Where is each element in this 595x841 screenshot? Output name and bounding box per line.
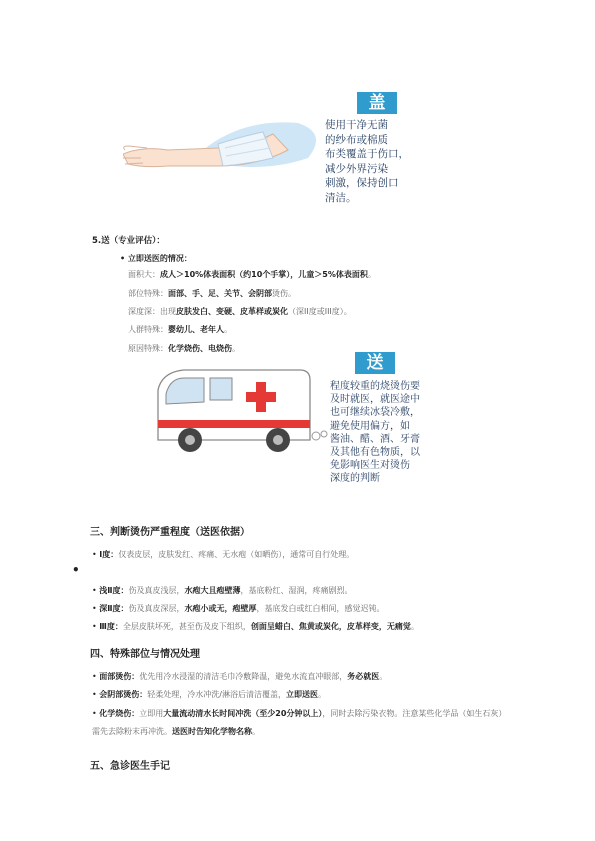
section4-item (92, 689, 326, 700)
send-note-line: 深度的判断 (330, 473, 380, 485)
section3-heading: 三、判断烫伤严重程度（送医依据） (90, 527, 250, 538)
item-text: 伤及真皮深层， (128, 604, 185, 613)
item-label: Ⅲ度： (99, 622, 123, 631)
cover-note-line: 清洁。 (325, 191, 357, 204)
send-note-line: 及其他有色物质，以 (330, 447, 420, 459)
item-emphasis: 送医时告知化学物名称 (172, 727, 252, 736)
row-tail: （深II度或III度）。 (288, 307, 352, 316)
stray-bullet: • (72, 563, 80, 577)
section5-row (128, 288, 296, 299)
section5-sub-text: 立即送医的情况： (127, 254, 192, 263)
section4-heading: 四、特殊部位与情况处理 (90, 649, 200, 660)
row-tail: 。 (224, 325, 232, 334)
send-note-line: 酱油、醋、酒、牙膏 (330, 433, 420, 445)
cover-note-line: 减少外界污染 (325, 162, 388, 175)
send-note-line: 避免使用偏方，如 (330, 420, 410, 432)
item-label: 浅Ⅱ度： (99, 586, 129, 595)
send-note-line: 及时就医，就医途中 (330, 394, 420, 406)
item-text: 优先用冷水浸湿的清洁毛巾冷敷降温，避免水流直冲眼部， (139, 672, 348, 681)
item-emphasis: 创面呈蜡白、焦黄或炭化，皮革样变，无痛觉 (250, 622, 411, 631)
bullet-dot: • (92, 586, 100, 595)
cover-note (325, 118, 409, 205)
row-key: 部位特殊： (128, 289, 168, 298)
row-tail: 。 (367, 270, 376, 279)
item-text: 立即用 (139, 709, 164, 718)
row-key: 原因特殊： (128, 344, 168, 353)
item-emphasis: 务必就医 (347, 672, 380, 681)
send-note-line: 免影响医生对烫伤 (330, 460, 410, 472)
section5-row (128, 269, 376, 280)
item-label: 化学烧伤： (99, 709, 140, 718)
bullet-dot: • (92, 550, 100, 559)
section5-subheading (120, 253, 192, 264)
row-tail: 烫伤。 (272, 289, 296, 298)
row-bold: 皮肤发白、变硬、皮革样或炭化 (176, 307, 288, 316)
cover-note-line: 刺激，保持创口 (325, 177, 399, 189)
section4-item (92, 705, 507, 741)
section5b-heading: 五、急诊医生手记 (90, 761, 170, 772)
section5-heading: 5.送（专业评估）： (92, 236, 165, 246)
send-note (330, 380, 420, 486)
item-text: 。 (317, 690, 326, 699)
send-badge: 送 (355, 352, 395, 374)
item-emphasis: 水疱小或无，疱壁厚 (184, 604, 257, 613)
row-bold: 成人＞10%体表面积（约10个手掌），儿童＞5%体表面积 (160, 270, 368, 279)
cover-note-line: 布类覆盖于伤口， (325, 148, 409, 160)
item-emphasis: 水疱大且疱壁薄 (184, 586, 241, 595)
row-bold: 婴幼儿、老年人 (168, 325, 224, 334)
section3-item (92, 549, 354, 560)
send-note-line: 程度较重的烧烫伤要 (330, 381, 420, 392)
ambulance-illustration (150, 350, 330, 465)
item-text: 伤及真皮浅层， (128, 586, 185, 595)
item-text: ，基底粉红、湿润，疼痛剧烈。 (240, 586, 353, 595)
bullet-dot: • (92, 690, 100, 699)
item-text: 全层皮肤坏死，甚至伤及皮下组织， (122, 622, 251, 631)
item-text: 。 (252, 727, 260, 736)
item-text: 轻柔处理，冷水冲洗/淋浴后清洁覆盖， (147, 690, 286, 699)
bullet-dot: • (120, 254, 126, 263)
item-text: 。 (379, 672, 388, 681)
item-emphasis: 立即送医 (285, 690, 318, 699)
item-text: ，基底发白或红白相间，感觉迟钝。 (256, 604, 385, 613)
cover-note-line: 使用干净无菌 (325, 119, 388, 131)
item-text: ，同时去除污染衣物。注意某些化学品（如生石灰）需先去除粉末再冲洗。 (92, 709, 507, 736)
row-key: 深度深：出现 (128, 307, 176, 316)
row-key: 人群特殊： (128, 325, 168, 334)
item-label: Ⅰ度： (99, 550, 119, 559)
send-note-line: 也可继续冰袋冷敷， (330, 407, 420, 419)
cover-note-line: 的纱布或棉质 (325, 133, 388, 146)
bullet-dot: • (92, 709, 100, 718)
bullet-dot: • (92, 604, 100, 613)
item-label: 会阴部烫伤： (99, 690, 148, 699)
bullet-dot: • (92, 672, 100, 681)
item-emphasis: 大量流动清水长时间冲洗（至少20分钟以上） (163, 709, 323, 718)
row-bold: 化学烧伤、电烧伤 (168, 344, 232, 353)
ambulance-icon (150, 350, 330, 465)
item-label: 深Ⅱ度： (99, 604, 129, 613)
section3-item (92, 603, 385, 614)
item-text: 。 (410, 622, 419, 631)
section5-row (128, 306, 352, 317)
section3-item (92, 621, 419, 632)
row-key: 面积大： (128, 270, 160, 279)
row-bold: 面部、手、足、关节、会阴部 (168, 289, 272, 298)
row-tail: 。 (232, 344, 240, 353)
bullet-dot: • (92, 622, 100, 631)
cover-badge: 盖 (357, 92, 397, 114)
section5-row (128, 324, 232, 335)
item-label: 面部烫伤： (99, 672, 140, 681)
section4-item (92, 671, 387, 682)
item-text: 仅表皮层，皮肤发红、疼痛、无水疱（如晒伤），通常可自行处理。 (118, 550, 355, 559)
section3-item (92, 585, 353, 596)
